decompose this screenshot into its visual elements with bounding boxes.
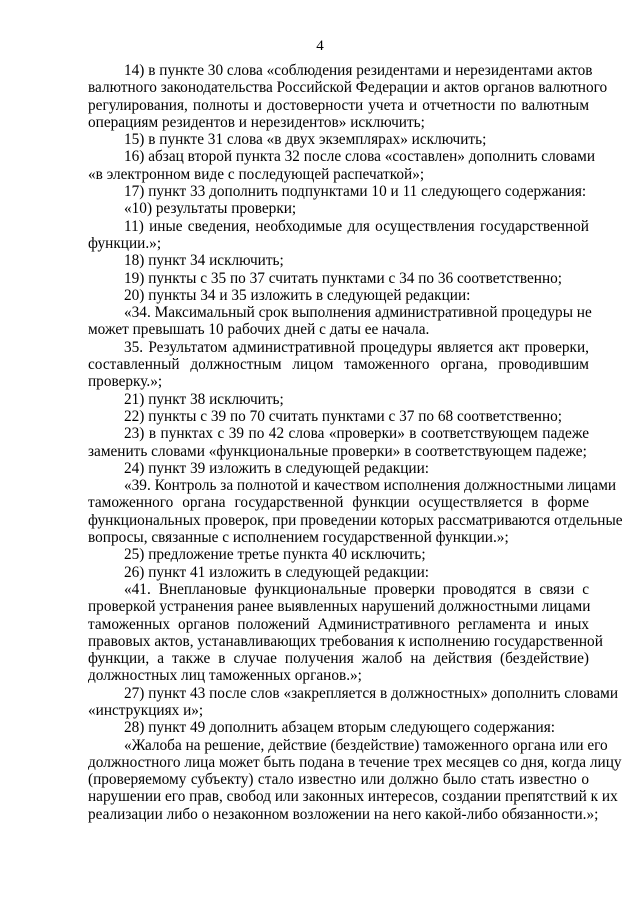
paragraph — [88, 148, 596, 183]
paragraph — [88, 460, 589, 477]
text-line: проверкой устранения ранее выявленных нарушений должностными лицами — [88, 598, 591, 616]
text-line: может превышать 10 рабочих дней с даты ее начала. — [88, 321, 430, 339]
text-line: должностных лиц таможенных органов.»; — [88, 667, 362, 685]
text-line: «в электронном виде с последующей распечаткой»; — [88, 165, 425, 183]
text-line: функциональных проверок, при проведении которых рассматриваются отдельные — [88, 511, 623, 529]
text-line: функции.»; — [88, 234, 162, 252]
text-line: «Жалоба на решение, действие (бездействие) таможенного органа или его — [124, 736, 608, 754]
text-line: нарушении его прав, свобод или законных интересов, создании препятствий к их — [88, 788, 618, 806]
text-line: 15) в пункте 31 слова «в двух экземплярах» исключить; — [124, 131, 487, 149]
text-line: 20) пункты 34 и 35 изложить в следующей редакции: — [124, 286, 471, 304]
paragraph — [88, 477, 623, 547]
text-line: 21) пункт 38 исключить; — [124, 390, 284, 408]
text-line: (проверяемому субъекту) стало известно или должно было стать известно о — [88, 771, 589, 789]
text-line: 26) пункт 41 изложить в следующей редакции: — [124, 563, 430, 581]
paragraph — [88, 391, 589, 408]
text-line: заменить словами «функциональные проверки» в соответствующем падеже; — [88, 442, 587, 460]
text-line: вопросы, связанные с исполнением государственной функции.»; — [88, 529, 509, 547]
document-body — [88, 62, 623, 823]
paragraph — [88, 131, 589, 148]
text-line: 18) пункт 34 исключить; — [124, 252, 284, 270]
text-line: «10) результаты проверки; — [124, 200, 297, 218]
text-line: 14) в пункте 30 слова «соблюдения резидентами и нерезидентами актов — [124, 62, 593, 79]
text-line: составленный должностным лицом таможенного органа, проводившим — [88, 356, 589, 374]
text-line: реализации либо о незаконном возложении на него какой-либо обязанности.»; — [88, 805, 599, 823]
paragraph — [88, 425, 589, 460]
paragraph — [88, 252, 589, 269]
text-line: правовых актов, устанавливающих требования к исполнению государственной — [88, 632, 603, 650]
paragraph — [88, 546, 589, 563]
text-line: 11) иные сведения, необходимые для осуществления государственной — [124, 217, 589, 235]
text-line: «41. Внеплановые функциональные проверки проводятся в связи с — [124, 580, 589, 598]
text-line: 22) пункты с 39 по 70 считать пунктами с 37 по 68 соответственно; — [124, 407, 563, 425]
paragraph — [88, 218, 589, 253]
paragraph — [88, 200, 589, 217]
text-line: 28) пункт 49 дополнить абзацем вторым следующего содержания: — [124, 719, 555, 737]
text-line: «34. Максимальный срок выполнения административной процедуры не — [124, 304, 592, 322]
page-number: 4 — [316, 38, 324, 54]
text-line: таможенных органов положений Административного регламента и иных — [88, 615, 589, 633]
paragraph — [88, 62, 608, 131]
text-line: операциям резидентов и нерезидентов» исключить; — [88, 113, 425, 131]
text-line: валютного законодательства Российской Федерации и актов органов валютного — [88, 79, 608, 97]
text-line: 25) предложение третье пункта 40 исключить; — [124, 546, 426, 564]
paragraph — [88, 183, 589, 200]
paragraph — [88, 304, 592, 339]
text-line: 35. Результатом административной процедуры является акт проверки, — [124, 338, 589, 356]
paragraph — [88, 287, 589, 304]
text-line: таможенного органа государственной функции осуществляется в форме — [88, 494, 589, 512]
paragraph — [88, 580, 603, 685]
text-line: проверку.»; — [88, 373, 163, 391]
paragraph — [88, 564, 589, 581]
paragraph — [88, 408, 589, 425]
text-line: регулирования, полноты и достоверности учета и отчетности по валютным — [88, 96, 589, 114]
text-line: должностного лица может быть подана в течение трех месяцев со дня, когда лицу — [88, 753, 622, 771]
text-line: функции, а также в случае получения жалоб на действия (бездействие) — [88, 650, 589, 668]
paragraph — [88, 270, 589, 287]
text-line: 24) пункт 39 изложить в следующей редакции: — [124, 459, 430, 477]
paragraph — [88, 339, 589, 391]
text-line: 19) пункты с 35 по 37 считать пунктами с 34 по 36 соответственно; — [124, 269, 563, 287]
paragraph — [88, 736, 622, 823]
paragraph — [88, 684, 619, 720]
paragraph — [88, 719, 589, 736]
text-line: 17) пункт 33 дополнить подпунктами 10 и 11 следующего содержания: — [124, 183, 587, 201]
text-line: «39. Контроль за полнотой и качеством исполнения должностными лицами — [124, 477, 617, 495]
text-line: 16) абзац второй пункта 32 после слова «составлен» дополнить словами — [124, 148, 596, 166]
text-line: 23) в пунктах с 39 по 42 слова «проверки» в соответствующем падеже — [124, 425, 589, 443]
text-line: 27) пункт 43 после слов «закрепляется в должностных» дополнить словами — [124, 684, 619, 702]
text-line: «инструкциях и»; — [88, 701, 204, 719]
